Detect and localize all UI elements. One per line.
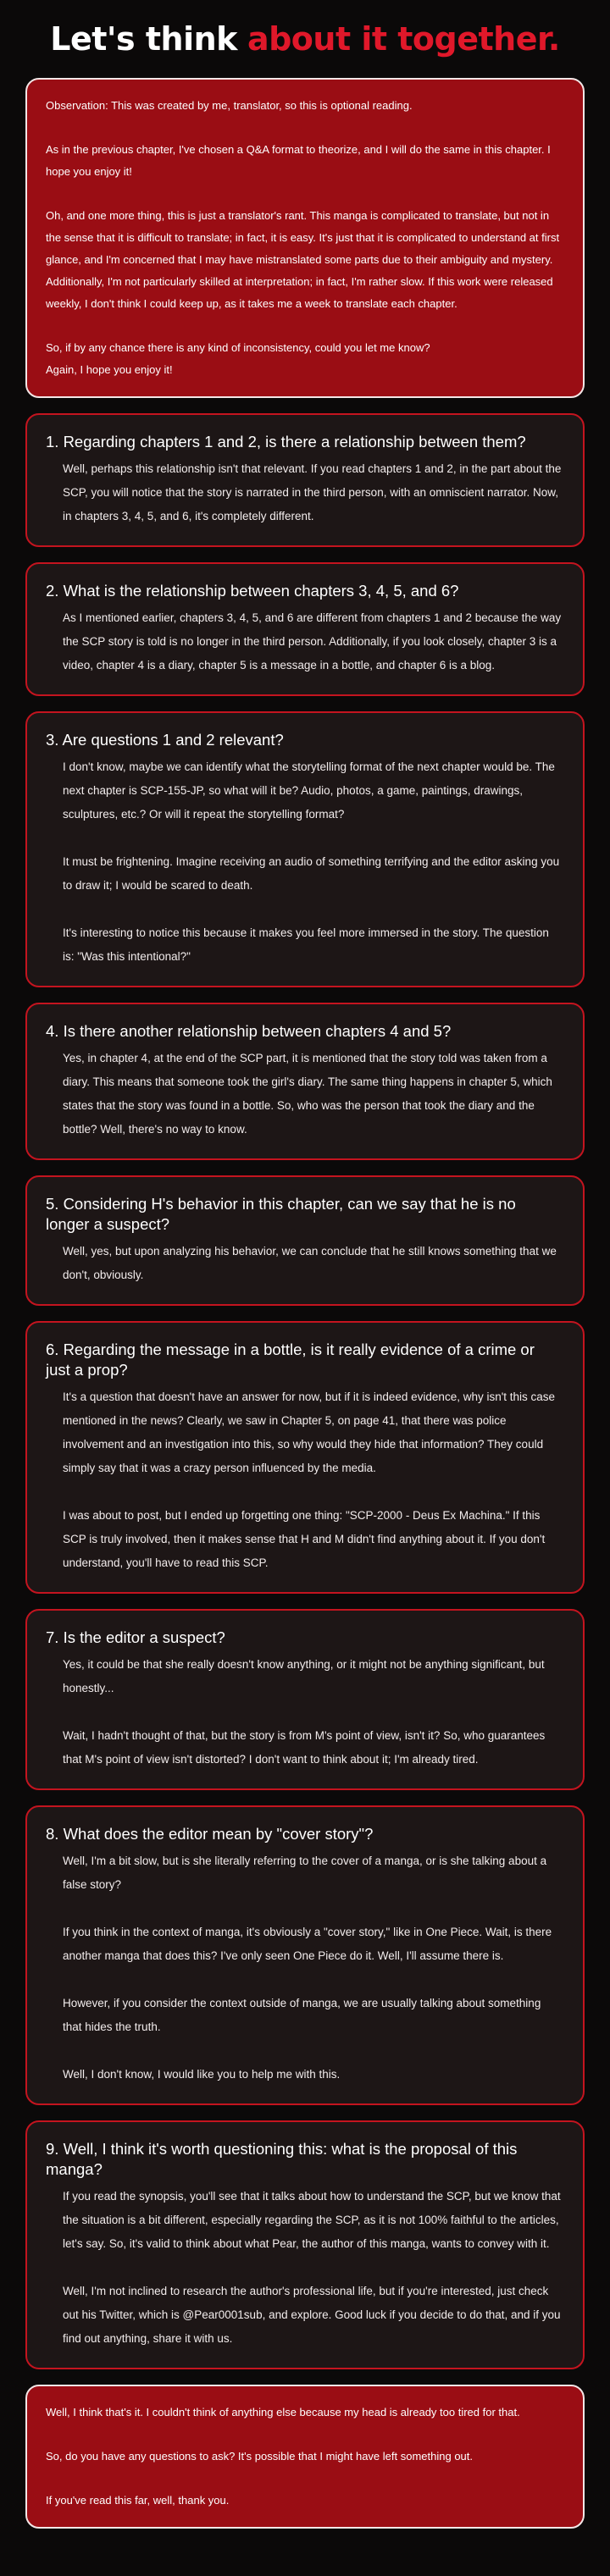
answer-paragraph: Wait, I hadn't thought of that, but the story is from M's point of view, isn't it? So, who guarantees that M's point of view isn't distorted? I don't want to think about it; I'm already tired. xyxy=(63,1729,546,1766)
answer-paragraph: Well, perhaps this relationship isn't that relevant. If you read chapters 1 and 2, in the part about the SCP, you will notice that the story is narrated in the third person, with an omniscient narrator. Now, in chapters 3, 4, 5, and 6, it's completely different. xyxy=(63,462,562,522)
question-card-9 xyxy=(25,2120,585,2369)
question-title: 2. What is the relationship between chapters 3, 4, 5, and 6? xyxy=(46,582,459,600)
question-title: 4. Is there another relationship between chapters 4 and 5? xyxy=(46,1022,452,1040)
answer xyxy=(46,1240,563,1287)
closing-line: So, do you have any questions to ask? It's possible that I might have left something out. xyxy=(46,2450,474,2463)
intro-paragraph: Observation: This was created by me, translator, so this is optional reading. xyxy=(46,99,413,112)
question-title: 3. Are questions 1 and 2 relevant? xyxy=(46,731,284,749)
answer-paragraph: It's a question that doesn't have an answer for now, but if it is indeed evidence, why isn't this case mentioned in the news? Clearly, we saw in Chapter 5, on page 41, that there was police involvement and an investigation into this, so why would they hide that information? They could simply say that it was a crazy person influenced by the media. xyxy=(63,1390,556,1474)
answer xyxy=(46,2185,563,2351)
answer-paragraph: If you read the synopsis, you'll see that it talks about how to understand the SCP, but we know that the situation is a bit different, especially regarding the SCP, as it is not 100% faithful to the articles, let's say. So, it's valid to think about what Pear, the author of this manga, wants to convey with it. xyxy=(63,2190,561,2250)
answer xyxy=(46,1849,563,2087)
question-card-3 xyxy=(25,711,585,987)
answer xyxy=(46,1047,563,1142)
intro-paragraph: As in the previous chapter, I've chosen a Q&A format to theorize, and I will do the same in this chapter. I hope you enjoy it! xyxy=(46,143,551,178)
answer xyxy=(46,1653,563,1772)
question-title: 9. Well, I think it's worth questioning this: what is the proposal of this manga? xyxy=(46,2140,518,2178)
question-card-6 xyxy=(25,1321,585,1594)
answer-paragraph: Well, yes, but upon analyzing his behavior, we can conclude that he still knows something that we don't, obviously. xyxy=(63,1245,557,1281)
intro-note xyxy=(25,78,585,398)
title-white-part: Let's think xyxy=(50,20,237,58)
question-title: 1. Regarding chapters 1 and 2, is there a relationship between them? xyxy=(46,433,526,451)
answer-paragraph: As I mentioned earlier, chapters 3, 4, 5, and 6 are different from chapters 1 and 2 because the way the SCP story is told is no longer in the third person. Additionally, if you look closely, chapter 3 is a video, chapter 4 is a diary, chapter 5 is a message in a bottle, and chapter 6 is a blog. xyxy=(63,611,562,672)
closing-line: If you've read this far, well, thank you. xyxy=(46,2494,230,2507)
question-card-1 xyxy=(25,413,585,547)
answer-paragraph: I was about to post, but I ended up forgetting one thing: "SCP-2000 - Deus Ex Machina." If this SCP is truly involved, then it makes sense that H and M didn't find anything about it. If you don't understand, you'll have to read this SCP. xyxy=(63,1509,546,1569)
answer-paragraph: Well, I'm a bit slow, but is she literally referring to the cover of a manga, or is she talking about a false story? xyxy=(63,1855,547,1891)
intro-paragraph: So, if by any chance there is any kind of inconsistency, could you let me know? Again, I hope you enjoy it! xyxy=(46,341,430,376)
question-card-2 xyxy=(25,562,585,696)
answer-paragraph: It's interesting to notice this because it makes you feel more immersed in the story. The question is: "Was this intentional?" xyxy=(63,926,549,963)
question-title: 8. What does the editor mean by "cover story"? xyxy=(46,1825,374,1843)
title-red-part: about it together. xyxy=(247,20,560,58)
answer-paragraph: Well, I don't know, I would like you to help me with this. xyxy=(63,2068,341,2081)
answer xyxy=(46,457,563,528)
answer-paragraph: Yes, in chapter 4, at the end of the SCP part, it is mentioned that the story told was taken from a diary. This means that someone took the girl's diary. The same thing happens in chapter 5, which states that the story was found in a bottle. So, who was the person that took the diary and the bottle? Well, there's no way to know. xyxy=(63,1052,552,1136)
question-card-5 xyxy=(25,1175,585,1306)
answer-paragraph: Yes, it could be that she really doesn't know anything, or it might not be anything significant, but honestly... xyxy=(63,1658,545,1694)
answer-paragraph: If you think in the context of manga, it's obviously a "cover story," like in One Piece. Wait, is there another manga that does this? I've only seen One Piece do it. Well, I'll assume there is. xyxy=(63,1926,552,1962)
closing-note xyxy=(25,2385,585,2529)
answer-paragraph: However, if you consider the context outside of manga, we are usually talking about something that hides the truth. xyxy=(63,1997,541,2033)
question-card-7 xyxy=(25,1609,585,1790)
answer xyxy=(46,606,563,677)
closing-line: Well, I think that's it. I couldn't think of anything else because my head is already too tired for that. xyxy=(46,2406,520,2418)
answer-paragraph: It must be frightening. Imagine receiving an audio of something terrifying and the editor asking you to draw it; I would be scared to death. xyxy=(63,855,560,892)
answer xyxy=(46,755,563,969)
intro-paragraph: Oh, and one more thing, this is just a translator's rant. This manga is complicated to translate, but not in the sense that it is difficult to translate; in fact, it is easy. It's just that it is complicated to understand at first glance, and I'm concerned that I may have mistranslated some parts due to their ambiguity and mystery. Additionally, I'm not particularly skilled at interpretation; in fact, I'm rather slow. If this work were released weekly, I don't think I could keep up, as it takes me a week to translate each chapter. xyxy=(46,209,560,310)
page-title xyxy=(0,0,610,78)
question-title: 5. Considering H's behavior in this chapter, can we say that he is no longer a suspect? xyxy=(46,1195,516,1233)
question-card-4 xyxy=(25,1003,585,1160)
question-card-8 xyxy=(25,1805,585,2105)
answer-paragraph: Well, I'm not inclined to research the author's professional life, but if you're interested, just check out his Twitter, which is @Pear0001sub, and explore. Good luck if you decide to do that, and if you find out anything, share it with us. xyxy=(63,2285,561,2345)
answer-paragraph: I don't know, maybe we can identify what the storytelling format of the next chapter would be. The next chapter is SCP-155-JP, so what will it be? Audio, photos, a game, paintings, drawings, sculptures, etc.? Or will it repeat the storytelling format? xyxy=(63,760,555,821)
question-title: 7. Is the editor a suspect? xyxy=(46,1628,225,1646)
question-title: 6. Regarding the message in a bottle, is it really evidence of a crime or just a prop? xyxy=(46,1341,535,1379)
answer xyxy=(46,1385,563,1575)
